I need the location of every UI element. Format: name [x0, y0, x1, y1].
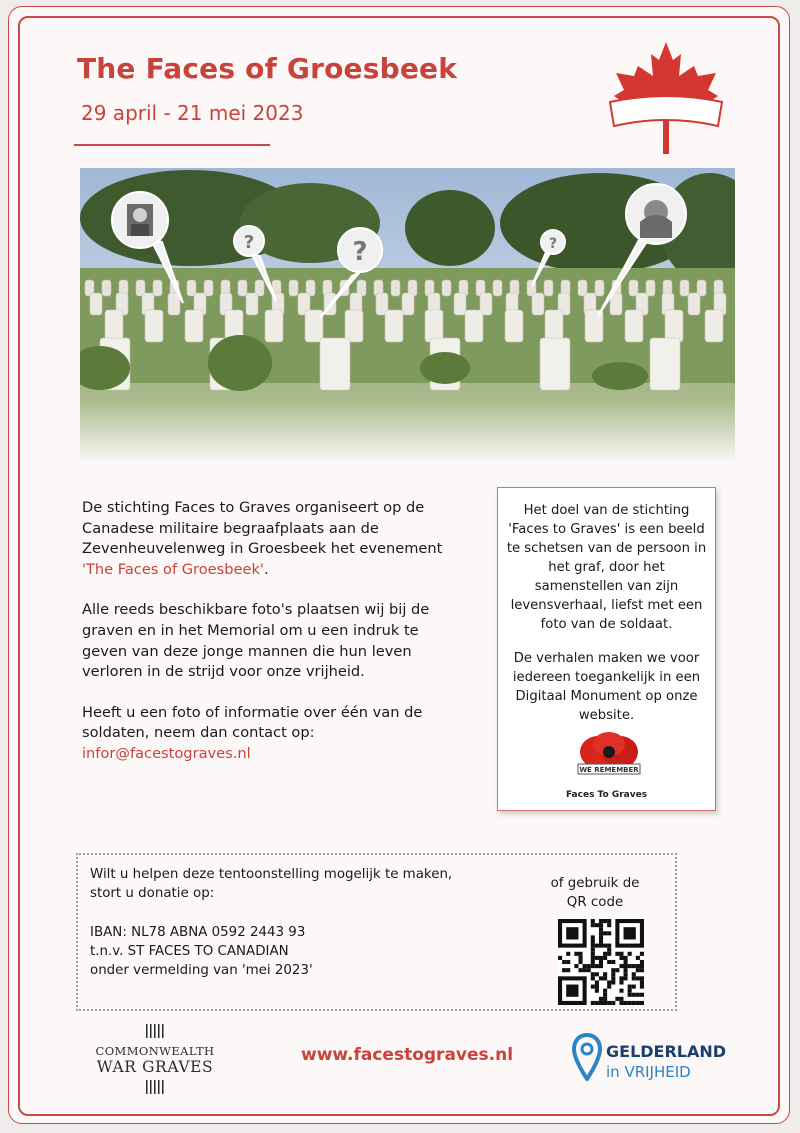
question-mark-bubble: ?	[548, 236, 558, 252]
headstone	[385, 310, 403, 342]
cwgc-bars-icon	[145, 1080, 165, 1094]
headstone	[465, 310, 483, 342]
headstone	[688, 293, 700, 315]
headstone	[532, 293, 544, 315]
event-name-highlight: 'The Faces of Groesbeek'	[82, 560, 264, 578]
headstone	[153, 280, 162, 296]
headstone	[540, 338, 570, 390]
headstone	[454, 293, 466, 315]
gelderland-logo-line-1: GELDERLAND	[606, 1042, 727, 1061]
headstone	[265, 310, 283, 342]
foundation-goal-text: Het doel van de stichting 'Faces to Graves' is een beeld te schetsen van de persoon in het graf, door het samenstellen van zijn levensverhaal, liefst met een foto van de soldaat.	[506, 503, 707, 632]
headstone	[168, 293, 180, 315]
headstone	[305, 310, 323, 342]
donation-request	[90, 865, 490, 903]
donation-box	[76, 853, 677, 1011]
cwgc-logo	[93, 1024, 217, 1076]
question-mark-bubble: ?	[352, 237, 368, 267]
headstone	[425, 310, 443, 342]
digital-monument-text: De verhalen maken we voor iedereen toegankelijk in een Digitaal Monument op onze website.	[512, 651, 701, 723]
gelderland-logo-line-2: in VRIJHEID	[606, 1063, 691, 1081]
headstone	[595, 280, 604, 296]
headstone	[625, 310, 643, 342]
maple-leaf-icon	[606, 40, 726, 155]
intro-paragraph-1-text: De stichting Faces to Graves organiseert op de Canadese militaire begraafplaats aan de Zevenheuvelenweg in Groesbeek het evenement	[82, 499, 443, 558]
headstone	[90, 293, 102, 315]
bank-details	[90, 923, 490, 980]
event-dates: 29 april - 21 mei 2023	[81, 101, 304, 125]
intro-paragraph-1	[82, 498, 462, 580]
headstone	[289, 280, 298, 296]
intro-text	[82, 498, 462, 765]
headstone	[145, 310, 163, 342]
headstone	[345, 310, 363, 342]
headstone	[185, 310, 203, 342]
qr-code-icon[interactable]	[558, 919, 644, 1005]
location-pin-icon	[572, 1033, 602, 1081]
payment-reference: onder vermelding van 'mei 2023'	[90, 963, 313, 978]
headstone	[105, 310, 123, 342]
cemetery-photo	[80, 168, 735, 460]
headstone	[320, 338, 350, 390]
headstone	[705, 310, 723, 342]
cwgc-line-1: COMMONWEALTH	[95, 1044, 215, 1058]
headstone	[238, 280, 247, 296]
headstone	[665, 310, 683, 342]
headstone	[402, 293, 414, 315]
account-holder: t.n.v. ST FACES TO CANADIAN	[90, 944, 289, 959]
poppy-banner-text: WE REMEMBER	[579, 766, 639, 774]
intro-paragraph-1-end: .	[263, 560, 269, 578]
website-link[interactable]: www.facestograves.nl	[301, 1045, 514, 1065]
headstone	[391, 280, 400, 296]
headstone	[680, 280, 689, 296]
question-mark-bubble: ?	[243, 232, 255, 253]
qr-code-label: of gebruik de QR code	[550, 876, 640, 910]
intro-paragraph-2: Alle reeds beschikbare foto's plaatsen wij bij de graven en in het Memorial om u een indruk te geven van deze jonge mannen die hun leven verloren in de strijd voor onze vrijheid.	[82, 601, 430, 681]
headstone	[102, 280, 111, 296]
headstone	[545, 310, 563, 342]
contact-email-link[interactable]: infor@facestograves.nl	[82, 744, 251, 762]
intro-paragraph-3: Heeft u een foto of informatie over één van de soldaten, neem dan contact op:	[82, 703, 423, 742]
headstone	[246, 293, 258, 315]
foundation-info-box	[497, 487, 716, 811]
donation-request-line-1: Wilt u helpen deze tentoonstelling mogelijk te maken,	[90, 867, 453, 882]
headstone	[505, 310, 523, 342]
headstone	[585, 310, 603, 342]
cwgc-bars-icon	[145, 1024, 165, 1038]
iban-number: IBAN: NL78 ABNA 0592 2443 93	[90, 925, 306, 940]
headstone	[650, 338, 680, 390]
page-title: The Faces of Groesbeek	[77, 52, 458, 85]
poppy-caption: Faces To Graves	[565, 790, 648, 800]
poppy-logo-icon	[574, 730, 644, 780]
headstone	[544, 280, 553, 296]
title-divider	[74, 144, 270, 146]
headstone	[442, 280, 451, 296]
cwgc-line-2: WAR GRAVES	[96, 1058, 214, 1076]
headstone	[493, 280, 502, 296]
donation-request-line-2: stort u donatie op:	[90, 886, 215, 901]
donate-photo-badge: DONEER EEN FOTO	[613, 103, 719, 116]
